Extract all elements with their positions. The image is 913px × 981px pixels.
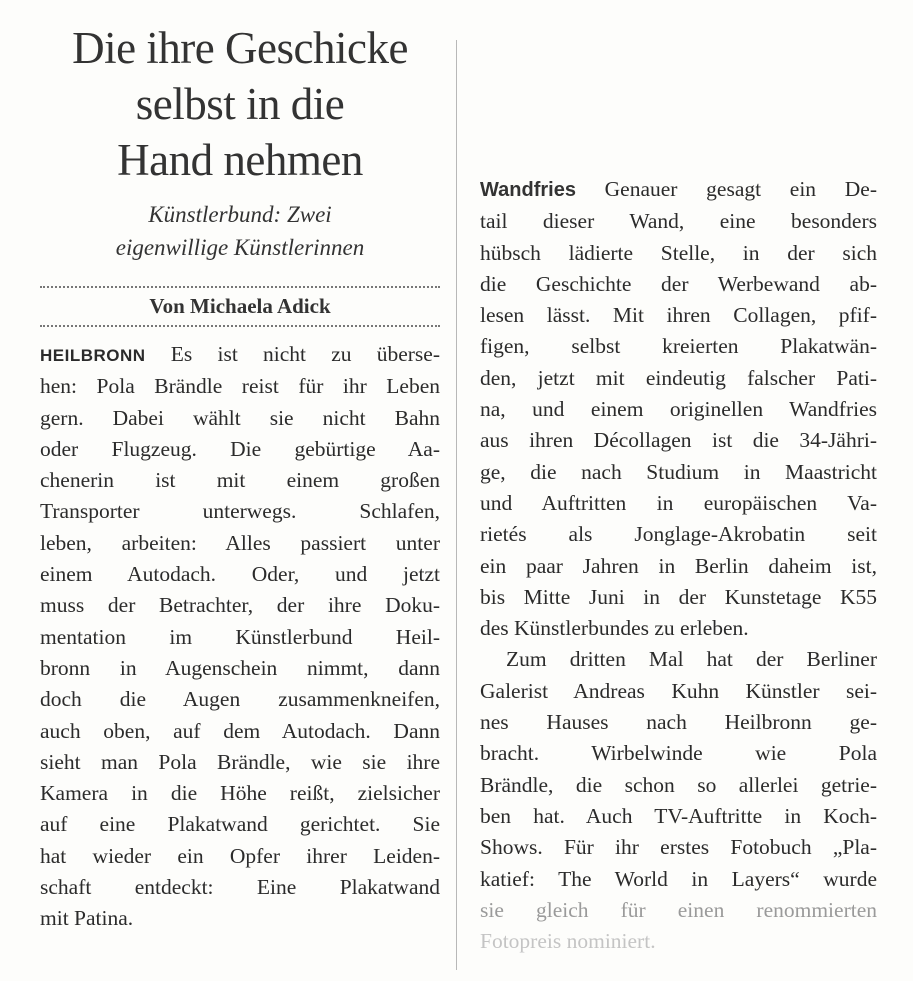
text-line: mit Patina. — [40, 906, 134, 931]
text-line: Galerist Andreas Kuhn Künstler sei- — [480, 678, 877, 703]
text-line: hübsch lädierte Stelle, in der sich — [480, 240, 877, 265]
text-line: bronn in Augenschein nimmt, dann — [40, 655, 440, 680]
text-line: nes Hauses nach Heilbronn ge- — [480, 710, 877, 735]
text-line: Shows. Für ihr erstes Fotobuch „Pla- — [480, 835, 877, 860]
text-line: figen, selbst kreierten Plakatwän- — [480, 334, 877, 359]
text-line: die Geschichte der Werbewand ab- — [480, 271, 877, 296]
text-line: einem Autodach. Oder, und jetzt — [40, 562, 440, 587]
text-line: katief: The World in Layers“ wurde — [480, 866, 877, 891]
text-line: hen: Pola Brändle reist für ihr Leben — [40, 374, 440, 399]
dotted-divider — [40, 286, 440, 288]
dotted-divider — [40, 325, 440, 327]
text-line: ben hat. Auch TV-Auftritte in Koch- — [480, 803, 877, 828]
text-line: Zum dritten Mal hat der Berliner — [506, 647, 877, 672]
text-line: und Auftritten in europäischen Va- — [480, 490, 877, 515]
text-line: Fotopreis nominiert. — [480, 929, 656, 954]
text-line: Brändle, die schon so allerlei getrie- — [480, 772, 877, 797]
text-line: Wandfries Genauer gesagt ein De- — [480, 177, 877, 201]
text-line: schaft entdeckt: Eine Plakatwand — [40, 875, 440, 900]
text-line: lesen lässt. Mit ihren Collagen, pfif- — [480, 303, 877, 328]
text-line: chenerin ist mit einem großen — [40, 468, 440, 493]
text-line: oder Flugzeug. Die gebürtige Aa- — [40, 436, 440, 461]
headline-line: Die ihre Geschicke — [72, 23, 408, 73]
subheadline-line: Künstlerbund: Zwei — [148, 202, 332, 227]
text-line: den, jetzt mit eindeutig falscher Pati- — [480, 365, 877, 390]
text-line: auch oben, auf dem Autodach. Dann — [40, 718, 440, 743]
byline: Von Michaela Adick — [149, 294, 331, 318]
text-line: des Künstlerbundes zu erleben. — [480, 616, 749, 641]
right-column — [480, 174, 877, 957]
text-line: gern. Dabei wählt sie nicht Bahn — [40, 405, 440, 430]
article-body-right — [480, 174, 877, 957]
text-line: mentation im Künstlerbund Heil- — [40, 624, 440, 649]
text-line: doch die Augen zusammenkneifen, — [40, 687, 440, 712]
headline-line: Hand nehmen — [117, 135, 363, 185]
text-line: leben, arbeiten: Alles passiert unter — [40, 530, 440, 555]
text-line: HEILBRONN Es ist nicht zu überse- — [40, 342, 440, 366]
kicker: Wandfries — [480, 179, 576, 201]
subheadline-line: eigenwillige Künstlerinnen — [115, 235, 365, 260]
text-line: muss der Betrachter, der ihre Doku- — [40, 593, 440, 618]
text-line: sieht man Pola Brändle, wie sie ihre — [40, 749, 440, 774]
text-line: bracht. Wirbelwinde wie Pola — [480, 741, 877, 766]
left-column — [40, 20, 440, 935]
text-line: na, und einem originellen Wandfries — [480, 397, 877, 422]
headline — [40, 20, 440, 188]
dateline: HEILBRONN — [40, 346, 146, 365]
text-line: auf eine Plakatwand gerichtet. Sie — [40, 812, 440, 837]
text-line: aus ihren Décollagen ist die 34-Jähri- — [480, 428, 877, 453]
text-line: tail dieser Wand, eine besonders — [480, 209, 877, 234]
text-line: Transporter unterwegs. Schlafen, — [40, 499, 440, 524]
text-line: bis Mitte Juni in der Kunstetage K55 — [480, 584, 877, 609]
text-line: sie gleich für einen renommierten — [480, 897, 877, 922]
text-line: Kamera in die Höhe reißt, zielsicher — [40, 781, 440, 806]
text-line: rietés als Jonglage-Akrobatin seit — [480, 522, 877, 547]
headline-line: selbst in die — [135, 79, 345, 129]
text-line: hat wieder ein Opfer ihrer Leiden- — [40, 843, 440, 868]
text-line: ein paar Jahren in Berlin daheim ist, — [480, 553, 877, 578]
subheadline — [40, 198, 440, 264]
article-body-left — [40, 339, 440, 935]
text-line: ge, die nach Studium in Maastricht — [480, 459, 877, 484]
column-divider — [456, 40, 457, 970]
